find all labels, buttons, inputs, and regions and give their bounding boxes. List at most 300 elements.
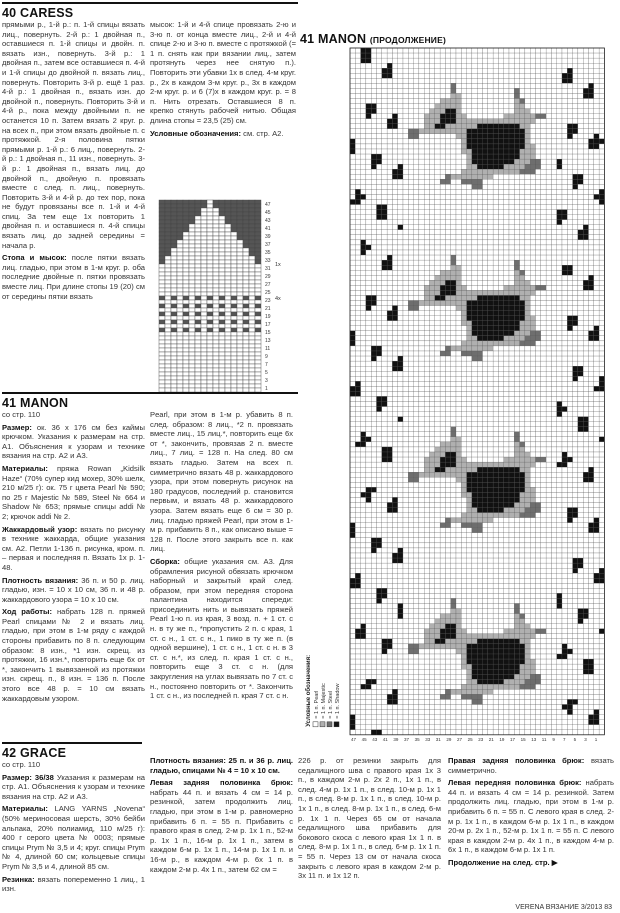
- manon-cell: [562, 215, 567, 220]
- manon-cell: [355, 63, 360, 68]
- manon-cell: [589, 53, 594, 58]
- caress-cell: [171, 252, 177, 256]
- manon-cell: [430, 93, 435, 98]
- manon-cell: [594, 270, 599, 275]
- manon-cell: [435, 88, 440, 93]
- manon-cell: [377, 260, 382, 265]
- manon-cell: [493, 174, 498, 179]
- manon-cell: [578, 306, 583, 311]
- caress-cell: [165, 264, 171, 268]
- manon-cell: [392, 402, 397, 407]
- caress-cell: [183, 240, 189, 244]
- manon-cell: [355, 225, 360, 230]
- manon-cell: [435, 376, 440, 381]
- manon-cell: [430, 134, 435, 139]
- manon-cell: [573, 306, 578, 311]
- manon-cell: [477, 139, 482, 144]
- manon-cell: [562, 311, 567, 316]
- manon-cell: [371, 240, 376, 245]
- manon-cell: [398, 331, 403, 336]
- manon-cell: [551, 114, 556, 119]
- manon-cell: [546, 447, 551, 452]
- manon-cell: [509, 134, 514, 139]
- caress-cell: [213, 376, 219, 380]
- manon-cell: [546, 174, 551, 179]
- manon-cell: [435, 78, 440, 83]
- manon-cell: [599, 189, 604, 194]
- manon-cell: [377, 189, 382, 194]
- manon-cell: [594, 250, 599, 255]
- caress-cell: [171, 292, 177, 296]
- manon-cell: [445, 270, 450, 275]
- manon-cell: [536, 48, 541, 53]
- manon-cell: [562, 326, 567, 331]
- manon-cell: [509, 477, 514, 482]
- manon-cell: [398, 275, 403, 280]
- manon-cell: [557, 114, 562, 119]
- caress-cell: [237, 372, 243, 376]
- caress-cell: [177, 276, 183, 280]
- manon-cell: [392, 432, 397, 437]
- manon-cell: [424, 442, 429, 447]
- manon-cell: [546, 351, 551, 356]
- manon-cell: [551, 412, 556, 417]
- manon-cell: [541, 422, 546, 427]
- manon-cell: [377, 356, 382, 361]
- manon-cell: [567, 412, 572, 417]
- manon-cell: [430, 316, 435, 321]
- manon-cell: [392, 93, 397, 98]
- manon-cell: [551, 200, 556, 205]
- manon-cell: [594, 210, 599, 215]
- caress-cell: [249, 336, 255, 340]
- caress-section: [2, 2, 298, 400]
- manon-cell: [350, 316, 355, 321]
- manon-cell: [408, 452, 413, 457]
- caress-cell: [231, 248, 237, 252]
- manon-cell: [382, 93, 387, 98]
- caress-cell: [171, 288, 177, 292]
- manon-cell: [424, 134, 429, 139]
- manon-cell: [488, 452, 493, 457]
- manon-cell: [514, 265, 519, 270]
- manon-cell: [461, 477, 466, 482]
- caress-cell: [165, 348, 171, 352]
- caress-cell: [159, 352, 165, 356]
- manon-cell: [355, 472, 360, 477]
- manon-cell: [488, 93, 493, 98]
- manon-cell: [583, 73, 588, 78]
- manon-cell: [403, 83, 408, 88]
- manon-cell: [567, 311, 572, 316]
- manon-cell: [589, 346, 594, 351]
- manon-cell: [419, 371, 424, 376]
- manon-cell: [377, 205, 382, 210]
- manon-cell: [530, 417, 535, 422]
- manon-cell: [408, 371, 413, 376]
- manon-cell: [377, 361, 382, 366]
- manon-cell: [525, 371, 530, 376]
- caress-cell: [165, 332, 171, 336]
- caress-cell: [243, 344, 249, 348]
- manon-cell: [520, 139, 525, 144]
- manon-cell: [398, 230, 403, 235]
- manon-cell: [551, 48, 556, 53]
- manon-cell: [551, 402, 556, 407]
- manon-cell: [382, 88, 387, 93]
- manon-cell: [355, 179, 360, 184]
- manon-cell: [371, 93, 376, 98]
- manon-cell: [387, 311, 392, 316]
- manon-cell: [361, 189, 366, 194]
- manon-cell: [594, 472, 599, 477]
- manon-cell: [424, 361, 429, 366]
- manon-cell: [562, 356, 567, 361]
- caress-cell: [189, 240, 195, 244]
- manon-cell: [355, 275, 360, 280]
- manon-cell: [536, 255, 541, 260]
- manon-cell: [456, 220, 461, 225]
- manon-cell: [440, 361, 445, 366]
- manon-cell: [461, 457, 466, 462]
- caress-cell: [219, 332, 225, 336]
- caress-cell: [231, 328, 237, 332]
- manon-cell: [440, 88, 445, 93]
- manon-cell: [514, 270, 519, 275]
- manon-cell: [430, 280, 435, 285]
- manon-cell: [382, 174, 387, 179]
- caress-cell: [213, 384, 219, 388]
- manon-cell: [392, 386, 397, 391]
- manon-cell: [430, 366, 435, 371]
- manon-cell: [551, 301, 556, 306]
- caress-cell: [225, 244, 231, 248]
- caress-cell: [255, 272, 261, 276]
- manon-cell: [398, 134, 403, 139]
- manon-cell: [382, 306, 387, 311]
- caress-row-number: 27: [265, 282, 271, 288]
- manon-cell: [414, 280, 419, 285]
- manon-cell: [435, 235, 440, 240]
- manon-cell: [392, 245, 397, 250]
- caress-cell: [237, 224, 243, 228]
- manon-cell: [472, 316, 477, 321]
- manon-cell: [382, 159, 387, 164]
- manon-cell: [451, 295, 456, 300]
- manon-cell: [461, 220, 466, 225]
- manon-cell: [392, 149, 397, 154]
- manon-cell: [382, 386, 387, 391]
- manon-cell: [467, 336, 472, 341]
- manon-cell: [445, 356, 450, 361]
- manon-cell: [488, 114, 493, 119]
- manon-cell: [398, 295, 403, 300]
- manon-cell: [361, 376, 366, 381]
- manon-cell: [551, 205, 556, 210]
- manon-cell: [599, 124, 604, 129]
- manon-cell: [546, 477, 551, 482]
- manon-cell: [430, 255, 435, 260]
- manon-cell: [583, 311, 588, 316]
- manon-cell: [514, 366, 519, 371]
- manon-work: набрать 128 п. пряжей Pearl спицами № 2 и вязать лиц. гладью, при этом в 1-м ряду с каждой стороны прибавить по 8 п. следующим образом: 8 изн., *1 изн. скрещ. из протяжки, 16 изн.*, повторить еще 6х от *, закончить 1 вывязанной из протяжки изн. скрещ. п., 8 изн. = 136 п. После этого все 48 р. = 10 см вязать жаккардовым узором.: [2, 607, 146, 703]
- manon-cell: [483, 346, 488, 351]
- manon-cell: [589, 83, 594, 88]
- manon-cell: [557, 104, 562, 109]
- manon-cell: [456, 129, 461, 134]
- manon-cell: [419, 391, 424, 396]
- manon-cell: [355, 356, 360, 361]
- manon-cell: [382, 356, 387, 361]
- manon-cell: [562, 265, 567, 270]
- manon-cell: [467, 270, 472, 275]
- manon-cell: [562, 285, 567, 290]
- manon-cell: [573, 295, 578, 300]
- manon-cell: [578, 73, 583, 78]
- manon-cell: [387, 285, 392, 290]
- manon-cell: [382, 114, 387, 119]
- manon-cell: [445, 255, 450, 260]
- caress-cell: [183, 252, 189, 256]
- caress-cell: [183, 204, 189, 208]
- manon-cell: [350, 356, 355, 361]
- caress-cell: [189, 280, 195, 284]
- manon-cell: [536, 78, 541, 83]
- manon-cell: [514, 396, 519, 401]
- manon-cell: [525, 159, 530, 164]
- manon-cell: [398, 386, 403, 391]
- manon-cell: [551, 462, 556, 467]
- manon-cell: [483, 447, 488, 452]
- manon-cell: [350, 417, 355, 422]
- manon-cell: [456, 306, 461, 311]
- manon-cell: [488, 73, 493, 78]
- manon-cell: [530, 205, 535, 210]
- manon-cell: [504, 88, 509, 93]
- manon-cell: [504, 230, 509, 235]
- manon-cell: [350, 184, 355, 189]
- manon-cell: [408, 361, 413, 366]
- manon-cell: [504, 189, 509, 194]
- manon-cell: [562, 220, 567, 225]
- manon-cell: [371, 250, 376, 255]
- manon-cell: [424, 366, 429, 371]
- manon-cell: [578, 447, 583, 452]
- manon-cell: [514, 154, 519, 159]
- manon-cell: [488, 48, 493, 53]
- manon-cell: [493, 311, 498, 316]
- manon-cell: [525, 240, 530, 245]
- manon-cell: [414, 189, 419, 194]
- manon-cell: [430, 427, 435, 432]
- manon-cell: [498, 83, 503, 88]
- caress-cell: [159, 336, 165, 340]
- manon-cell: [408, 169, 413, 174]
- manon-cell: [377, 114, 382, 119]
- caress-cell: [213, 332, 219, 336]
- manon-cell: [562, 412, 567, 417]
- manon-cell: [477, 109, 482, 114]
- caress-cell: [225, 220, 231, 224]
- manon-cell: [403, 306, 408, 311]
- manon-cell: [504, 407, 509, 412]
- manon-cell: [557, 407, 562, 412]
- manon-cell: [377, 63, 382, 68]
- manon-cell: [573, 119, 578, 124]
- manon-cell: [514, 164, 519, 169]
- caress-cell: [201, 352, 207, 356]
- manon-cell: [387, 412, 392, 417]
- manon-cell: [392, 134, 397, 139]
- manon-cell: [445, 68, 450, 73]
- manon-cell: [419, 174, 424, 179]
- caress-cell: [255, 252, 261, 256]
- caress-cell: [249, 356, 255, 360]
- manon-cell: [467, 376, 472, 381]
- manon-cell: [567, 169, 572, 174]
- manon-cell: [387, 194, 392, 199]
- manon-cell: [551, 417, 556, 422]
- caress-cell: [201, 372, 207, 376]
- manon-cell: [541, 78, 546, 83]
- manon-cell: [408, 240, 413, 245]
- manon-cell: [509, 285, 514, 290]
- manon-cell: [366, 356, 371, 361]
- manon-cell: [398, 290, 403, 295]
- manon-cell: [440, 346, 445, 351]
- manon-cell: [419, 407, 424, 412]
- manon-cell: [377, 391, 382, 396]
- caress-cell: [189, 360, 195, 364]
- manon-cell: [578, 149, 583, 154]
- manon-cell: [467, 311, 472, 316]
- manon-cell: [451, 467, 456, 472]
- manon-cell: [371, 68, 376, 73]
- manon-cell: [382, 301, 387, 306]
- manon-cell: [467, 144, 472, 149]
- manon-cell: [498, 215, 503, 220]
- manon-cell: [467, 396, 472, 401]
- manon-cell: [387, 422, 392, 427]
- manon-cell: [461, 442, 466, 447]
- manon-cell: [483, 311, 488, 316]
- manon-cell: [578, 184, 583, 189]
- manon-cell: [589, 164, 594, 169]
- caress-cell: [177, 236, 183, 240]
- manon-cell: [536, 432, 541, 437]
- manon-cell: [509, 189, 514, 194]
- manon-cell: [557, 301, 562, 306]
- caress-cell: [159, 208, 165, 212]
- caress-row-number: 3: [265, 378, 268, 384]
- manon-cell: [546, 280, 551, 285]
- manon-cell: [387, 189, 392, 194]
- manon-cell: [377, 139, 382, 144]
- manon-cell: [504, 114, 509, 119]
- manon-cell: [377, 119, 382, 124]
- manon-cell: [520, 63, 525, 68]
- caress-cell: [201, 348, 207, 352]
- caress-cell: [249, 376, 255, 380]
- manon-cell: [445, 280, 450, 285]
- manon-cell: [408, 139, 413, 144]
- manon-cell: [461, 73, 466, 78]
- manon-cell: [573, 194, 578, 199]
- caress-cell: [201, 304, 207, 308]
- manon-cell: [536, 280, 541, 285]
- manon-cell: [382, 417, 387, 422]
- manon-cell: [445, 422, 450, 427]
- manon-cell: [440, 63, 445, 68]
- manon-cell: [567, 119, 572, 124]
- manon-cell: [472, 240, 477, 245]
- manon-cell: [398, 371, 403, 376]
- manon-cell: [456, 250, 461, 255]
- manon-cell: [387, 452, 392, 457]
- manon-cell: [382, 245, 387, 250]
- manon-cell: [477, 194, 482, 199]
- manon-cell: [589, 149, 594, 154]
- manon-cell: [594, 285, 599, 290]
- caress-cell: [159, 304, 165, 308]
- manon-cell: [551, 104, 556, 109]
- caress-cell: [207, 304, 213, 308]
- manon-cell: [366, 386, 371, 391]
- manon-cell: [355, 467, 360, 472]
- manon-cell: [546, 134, 551, 139]
- manon-cell: [594, 144, 599, 149]
- manon-cell: [430, 139, 435, 144]
- manon-section: [2, 392, 298, 738]
- caress-cell: [159, 244, 165, 248]
- manon-cell: [551, 452, 556, 457]
- manon-cell: [361, 457, 366, 462]
- manon-cell: [472, 134, 477, 139]
- manon-cell: [525, 225, 530, 230]
- caress-cell: [219, 204, 225, 208]
- manon-cell: [525, 321, 530, 326]
- manon-cell: [382, 285, 387, 290]
- manon-cell: [525, 301, 530, 306]
- manon-cell: [504, 412, 509, 417]
- manon-cell: [557, 99, 562, 104]
- manon-cell: [578, 235, 583, 240]
- manon-cell: [477, 58, 482, 63]
- manon-cell: [557, 53, 562, 58]
- manon-cell: [509, 306, 514, 311]
- manon-cell: [355, 235, 360, 240]
- manon-cell: [382, 144, 387, 149]
- manon-cell: [573, 215, 578, 220]
- manon-cell: [435, 63, 440, 68]
- manon-cell: [525, 270, 530, 275]
- caress-cell: [255, 296, 261, 300]
- manon-cell: [361, 245, 366, 250]
- manon-cell: [530, 376, 535, 381]
- manon-cell: [435, 210, 440, 215]
- manon-cell: [451, 376, 456, 381]
- manon-cell: [419, 275, 424, 280]
- manon-cell: [483, 255, 488, 260]
- caress-cell: [159, 340, 165, 344]
- manon-cell: [445, 99, 450, 104]
- caress-cell: [189, 244, 195, 248]
- manon-cell: [546, 154, 551, 159]
- manon-cell: [514, 124, 519, 129]
- manon-cell: [387, 366, 392, 371]
- manon-cell: [541, 407, 546, 412]
- manon-cell: [398, 48, 403, 53]
